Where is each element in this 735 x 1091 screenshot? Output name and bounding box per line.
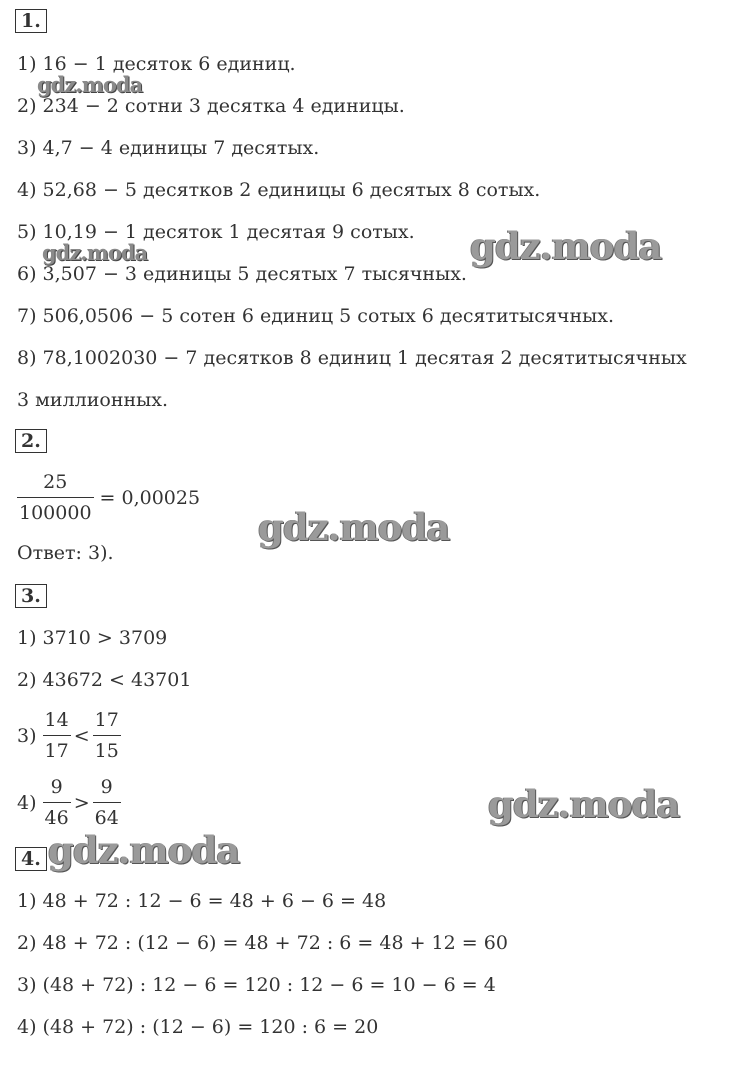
task-1-line-8-continued: 3 миллионных. xyxy=(17,389,169,411)
task-4-number: 4. xyxy=(15,847,47,873)
task-3-item-4-fraction-a xyxy=(43,775,71,830)
watermark-logo: gdz.moda xyxy=(258,505,450,549)
task-3-item-4 xyxy=(17,775,121,830)
task-1-line-7: 7) 506,0506 − 5 сотен 6 единиц 5 сотых 6 десятитысячных. xyxy=(17,305,615,327)
fraction-bar xyxy=(93,802,121,803)
task-2-numerator: 25 xyxy=(43,471,68,493)
task-2-equation xyxy=(17,470,200,525)
fraction-bar xyxy=(43,735,71,736)
watermark-logo: gdz.moda xyxy=(470,224,662,268)
denominator: 15 xyxy=(94,740,119,762)
task-3-item-3-label: 3) xyxy=(17,724,37,747)
comparison-sign: < xyxy=(73,724,90,747)
task-1-line-6: 6) 3,507 − 3 единицы 5 десятых 7 тысячных. xyxy=(17,263,467,285)
task-3-item-3 xyxy=(17,708,121,763)
task-3-item-4-fraction-b xyxy=(93,775,121,830)
denominator: 64 xyxy=(94,807,119,829)
task-1-line-3: 3) 4,7 − 4 единицы 7 десятых. xyxy=(17,137,320,159)
task-4-line-4: 4) (48 + 72) : (12 − 6) = 120 : 6 = 20 xyxy=(17,1016,379,1038)
task-2-number: 2. xyxy=(15,429,47,455)
task-4-line-1: 1) 48 + 72 : 12 − 6 = 48 + 6 − 6 = 48 xyxy=(17,890,387,912)
task-1-line-8: 8) 78,1002030 − 7 десятков 8 единиц 1 десятая 2 десятитысячных xyxy=(17,347,687,369)
task-2-fraction xyxy=(17,470,94,525)
comparison-sign: > xyxy=(73,791,90,814)
watermark-logo: gdz.moda xyxy=(48,828,240,872)
task-3-number: 3. xyxy=(15,584,47,610)
task-3-line-2: 2) 43672 < 43701 xyxy=(17,669,192,691)
numerator: 14 xyxy=(44,709,69,731)
task-2-denominator: 100000 xyxy=(19,502,92,524)
denominator: 46 xyxy=(44,807,69,829)
numerator: 9 xyxy=(50,776,63,798)
task-4-line-2: 2) 48 + 72 : (12 − 6) = 48 + 72 : 6 = 48 + 12 = 60 xyxy=(17,932,508,954)
fraction-bar xyxy=(43,802,71,803)
task-1-line-5: 5) 10,19 − 1 десяток 1 десятая 9 сотых. xyxy=(17,221,415,243)
task-2-result: = 0,00025 xyxy=(99,486,201,509)
task-1-number: 1. xyxy=(15,9,47,35)
denominator: 17 xyxy=(44,740,69,762)
watermark-logo: gdz.moda xyxy=(37,72,143,97)
task-4-line-3: 3) (48 + 72) : 12 − 6 = 120 : 12 − 6 = 10 − 6 = 4 xyxy=(17,974,496,996)
numerator: 9 xyxy=(100,776,113,798)
task-1-line-2: 2) 234 − 2 сотни 3 десятка 4 единицы. xyxy=(17,95,405,117)
watermark-logo: gdz.moda xyxy=(42,240,148,265)
fraction-bar xyxy=(17,497,94,498)
task-1-line-4: 4) 52,68 − 5 десятков 2 единицы 6 десятых 8 сотых. xyxy=(17,179,541,201)
task-2-answer: Ответ: 3). xyxy=(17,542,114,564)
numerator: 17 xyxy=(94,709,119,731)
fraction-bar xyxy=(93,735,121,736)
task-3-line-1: 1) 3710 > 3709 xyxy=(17,627,168,649)
watermark-logo: gdz.moda xyxy=(488,782,680,826)
task-3-item-4-label: 4) xyxy=(17,791,37,814)
task-1-line-1: 1) 16 − 1 десяток 6 единиц. xyxy=(17,53,296,75)
task-3-item-3-fraction-a xyxy=(43,708,71,763)
task-3-item-3-fraction-b xyxy=(93,708,121,763)
